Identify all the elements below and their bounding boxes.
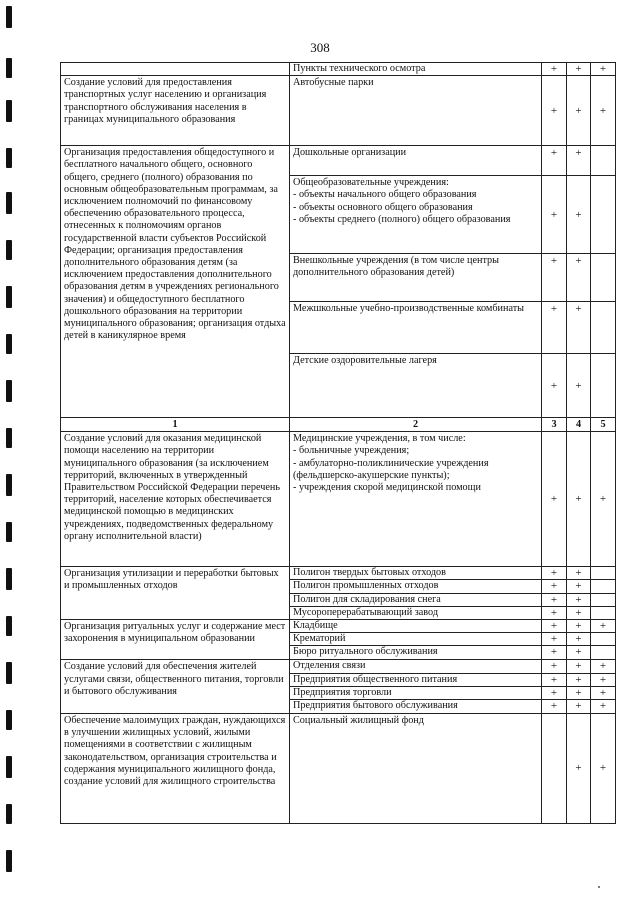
facility-line: - объекты начального общего образования bbox=[293, 189, 477, 201]
mark-cell: + bbox=[542, 354, 567, 418]
facility-cell: Бюро ритуального обслуживания bbox=[290, 646, 542, 660]
mark-cell: + bbox=[567, 660, 591, 673]
facility-cell: Полигон промышленных отходов bbox=[290, 580, 542, 593]
facility-cell: Полигон для складирования снега bbox=[290, 593, 542, 606]
mark-cell bbox=[591, 633, 616, 646]
mark-cell: + bbox=[542, 63, 567, 76]
mark-cell: + bbox=[591, 432, 616, 567]
mark-cell: + bbox=[542, 580, 567, 593]
activity-cell: Организация ритуальных услуг и содержание мест захоронения в муниципальном образовании bbox=[61, 620, 290, 660]
mark-cell: + bbox=[567, 76, 591, 146]
facility-cell: Автобусные парки bbox=[290, 76, 542, 146]
mark-cell: + bbox=[591, 686, 616, 699]
facility-line: - амбулаторно-поликлинические учреждения (фельдшерско-акушерские пункты); bbox=[293, 457, 489, 481]
facility-cell: Предприятия торговли bbox=[290, 686, 542, 699]
mark-cell: + bbox=[542, 620, 567, 633]
activity-cell: Организация предоставления общедоступного и бесплатного начального общего, основного общего, среднего (полного) образования по основным общеобразовательным программам, за исключением полномочий по финансовому обеспечению образовательного процесса, отнесенных к полномочиям органов государственной власти субъектов Российской Федерации; организация предоставления дополнительного образования детям (за исключением предоставления дополнительного образования детям в учреждениях регионального значения) и общедоступного бесплатного дошкольного образования на территории муниципального образования; организация отдыха детей в каникулярное время bbox=[61, 146, 290, 418]
facility-cell: Пункты технического осмотра bbox=[290, 63, 542, 76]
table-row bbox=[61, 620, 616, 633]
facility-cell: Межшкольные учебно-производственные комбинаты bbox=[290, 302, 542, 354]
facility-line: - объекты среднего (полного) общего образования bbox=[293, 213, 511, 225]
mark-cell bbox=[591, 606, 616, 619]
mark-cell: + bbox=[542, 646, 567, 660]
mark-cell bbox=[591, 567, 616, 580]
mark-cell bbox=[591, 302, 616, 354]
table-row bbox=[61, 63, 616, 76]
mark-cell bbox=[591, 146, 616, 176]
mark-cell: + bbox=[591, 76, 616, 146]
table-row bbox=[61, 567, 616, 580]
facility-cell: Отделения связи bbox=[290, 660, 542, 673]
column-number: 2 bbox=[290, 418, 542, 432]
mark-cell: + bbox=[567, 606, 591, 619]
mark-cell bbox=[591, 254, 616, 302]
mark-cell: + bbox=[542, 176, 567, 254]
mark-cell: + bbox=[567, 432, 591, 567]
mark-cell: + bbox=[567, 354, 591, 418]
column-number-row bbox=[61, 418, 616, 432]
mark-cell: + bbox=[567, 302, 591, 354]
mark-cell: + bbox=[567, 700, 591, 714]
mark-cell: + bbox=[591, 673, 616, 686]
mark-cell: + bbox=[542, 254, 567, 302]
mark-cell: + bbox=[542, 432, 567, 567]
facility-line: Медицинские учреждения, в том числе: bbox=[293, 433, 466, 445]
mark-cell: + bbox=[542, 146, 567, 176]
activity-cell: Создание условий для обеспечения жителей услугами связи, общественного питания, торговли и бытового обслуживания bbox=[61, 660, 290, 714]
mark-cell: + bbox=[567, 646, 591, 660]
mark-cell: + bbox=[567, 63, 591, 76]
activity-cell: Организация утилизации и переработки бытовых и промышленных отходов bbox=[61, 567, 290, 620]
mark-cell: + bbox=[542, 686, 567, 699]
activity-cell: Обеспечение малоимущих граждан, нуждающихся в улучшении жилищных условий, жилыми помещениями в соответствии с жилищным законодательством, организация строительства и содержания муниципального жилищного фонда, создание условий для жилищного строительства bbox=[61, 714, 290, 824]
mark-cell: + bbox=[567, 580, 591, 593]
mark-cell bbox=[591, 354, 616, 418]
facility-line: - учреждения скорой медицинской помощи bbox=[293, 482, 481, 494]
mark-cell: + bbox=[591, 63, 616, 76]
column-number: 1 bbox=[61, 418, 290, 432]
mark-cell bbox=[591, 593, 616, 606]
facility-cell: Мусороперерабатывающий завод bbox=[290, 606, 542, 619]
facility-cell: Социальный жилищный фонд bbox=[290, 714, 542, 824]
mark-cell bbox=[591, 580, 616, 593]
facility-cell bbox=[290, 176, 542, 254]
scan-speck bbox=[598, 886, 600, 888]
mark-cell: + bbox=[542, 593, 567, 606]
mark-cell: + bbox=[567, 686, 591, 699]
mark-cell: + bbox=[542, 700, 567, 714]
facility-cell: Предприятия общественного питания bbox=[290, 673, 542, 686]
activity-cell: Создание условий для оказания медицинской помощи населению на территории муниципального образования (за исключением территорий, включенных в утвержденный Правительством Российской Федерации перечень территорий, население которых обеспечивается медицинской помощью в медицинских учреждениях, подведомственных федеральному органу исполнительной власти) bbox=[61, 432, 290, 567]
mark-cell: + bbox=[542, 76, 567, 146]
mark-cell: + bbox=[542, 673, 567, 686]
mark-cell: + bbox=[591, 660, 616, 673]
activity-cell: Создание условий для предоставления транспортных услуг населению и организация транспортного обслуживания населения в границах муниципального образования bbox=[61, 76, 290, 146]
facility-cell: Кладбище bbox=[290, 620, 542, 633]
mark-cell: + bbox=[591, 714, 616, 824]
mark-cell: + bbox=[567, 714, 591, 824]
facility-cell: Полигон твердых бытовых отходов bbox=[290, 567, 542, 580]
facility-line: Общеобразовательные учреждения: bbox=[293, 177, 449, 189]
mark-cell: + bbox=[567, 633, 591, 646]
mark-cell: + bbox=[567, 673, 591, 686]
facility-line: - объекты основного общего образования bbox=[293, 201, 473, 213]
mark-cell: + bbox=[567, 620, 591, 633]
table-row bbox=[61, 714, 616, 824]
facility-cell: Предприятия бытового обслуживания bbox=[290, 700, 542, 714]
facility-cell: Внешкольные учреждения (в том числе центры дополнительного образования детей) bbox=[290, 254, 542, 302]
facility-cell: Дошкольные организации bbox=[290, 146, 542, 176]
mark-cell: + bbox=[567, 146, 591, 176]
mark-cell bbox=[591, 646, 616, 660]
mark-cell bbox=[591, 176, 616, 254]
mark-cell: + bbox=[567, 254, 591, 302]
column-number: 5 bbox=[591, 418, 616, 432]
mark-cell: + bbox=[591, 620, 616, 633]
table-row bbox=[61, 432, 616, 567]
mark-cell: + bbox=[567, 176, 591, 254]
mark-cell: + bbox=[567, 567, 591, 580]
table-row bbox=[61, 660, 616, 673]
activity-cell bbox=[61, 63, 290, 76]
table-row bbox=[61, 146, 616, 176]
mark-cell: + bbox=[542, 567, 567, 580]
facility-cell: Детские оздоровительные лагеря bbox=[290, 354, 542, 418]
mark-cell: + bbox=[542, 606, 567, 619]
mark-cell: + bbox=[542, 633, 567, 646]
facility-cell bbox=[290, 432, 542, 567]
mark-cell: + bbox=[542, 660, 567, 673]
facility-cell: Крематорий bbox=[290, 633, 542, 646]
facility-line: - больничные учреждения; bbox=[293, 445, 410, 457]
column-number: 3 bbox=[542, 418, 567, 432]
table-row bbox=[61, 76, 616, 146]
page-number: 308 bbox=[310, 40, 330, 55]
mark-cell: + bbox=[567, 593, 591, 606]
mark-cell: + bbox=[591, 700, 616, 714]
column-number: 4 bbox=[567, 418, 591, 432]
binding-marks bbox=[6, 0, 14, 905]
mark-cell: + bbox=[542, 302, 567, 354]
services-table bbox=[60, 62, 616, 824]
mark-cell bbox=[542, 714, 567, 824]
